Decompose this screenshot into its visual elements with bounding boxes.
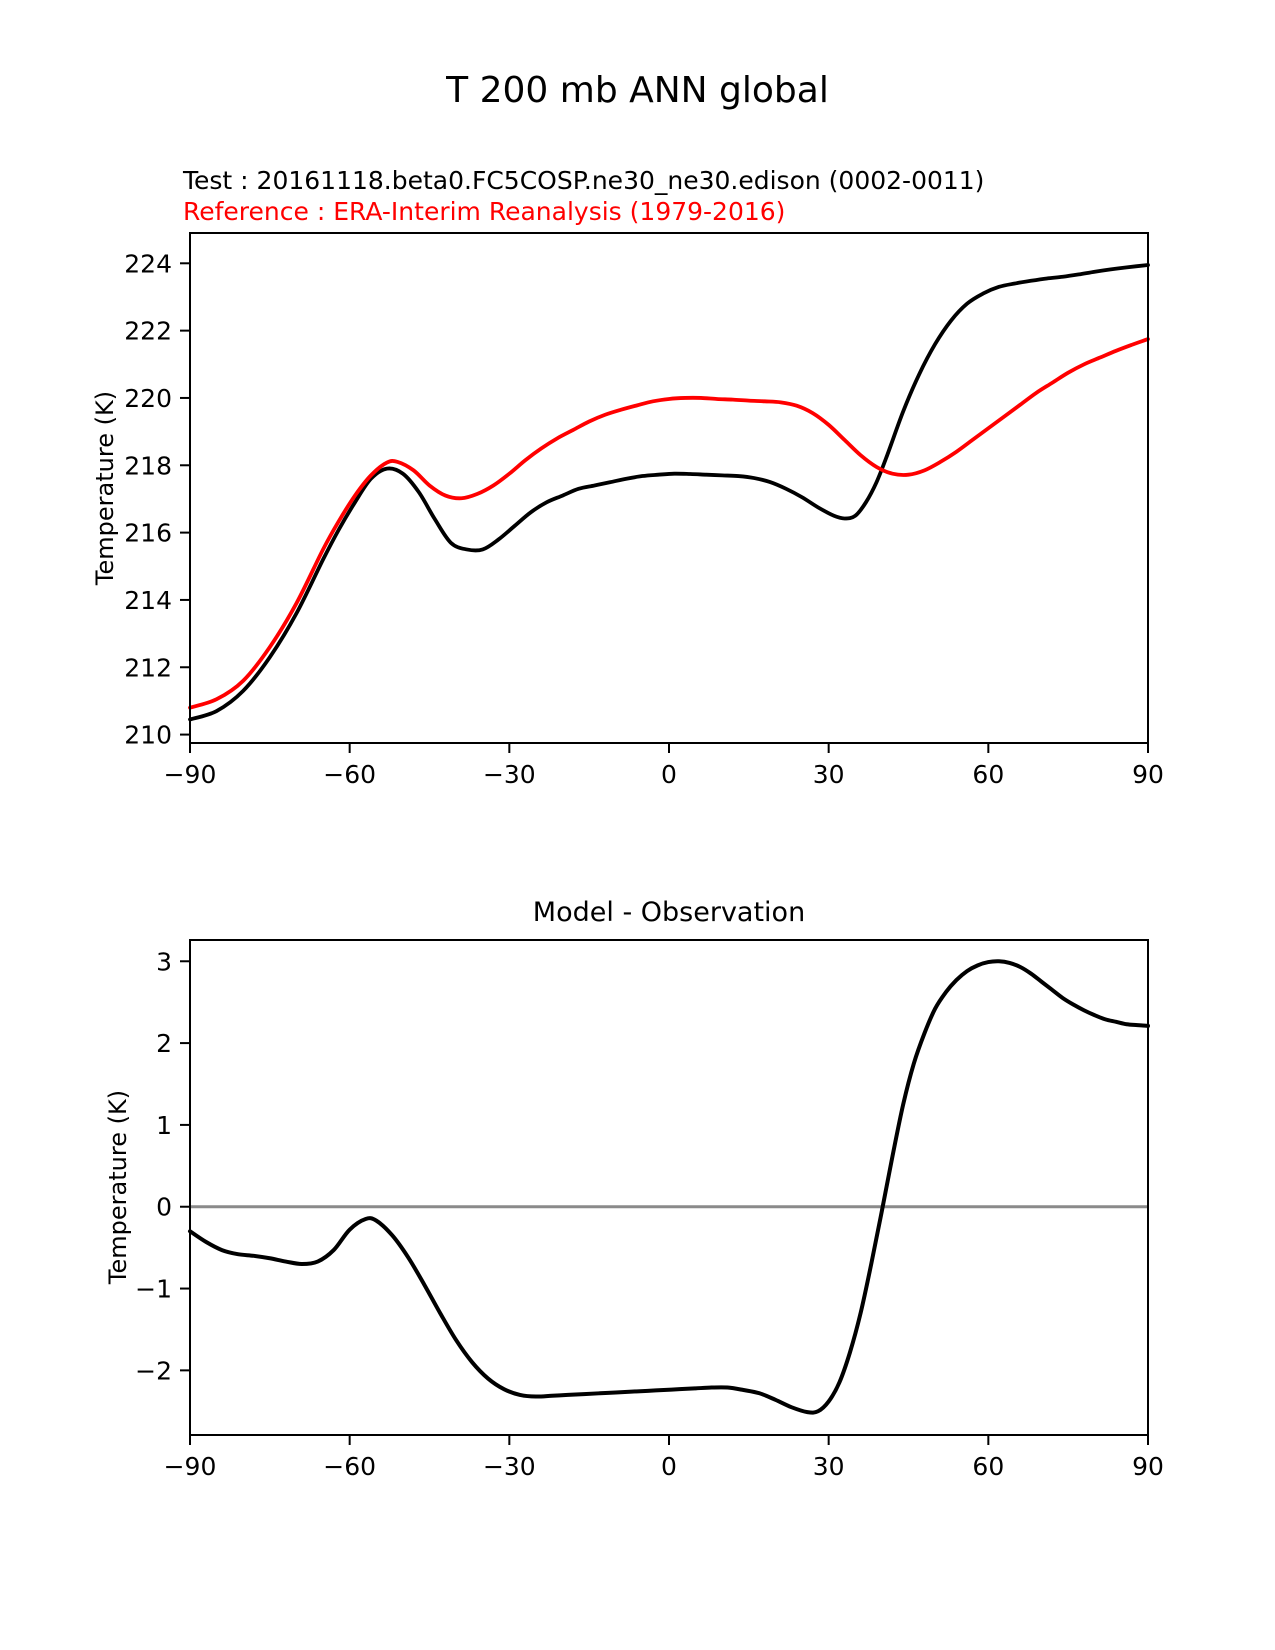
series-line-reference [190,339,1148,708]
x-tick-label: −30 [482,760,536,789]
x-tick-label: 30 [812,760,845,789]
x-tick-label: 90 [1132,1452,1164,1481]
y-tick-label: 222 [124,316,172,346]
top-plot-ylabel: Temperature (K) [91,390,119,586]
x-tick-label: −90 [163,760,217,789]
legend-reference-label: Reference : ERA-Interim Reanalysis (1979-2016) [183,197,786,226]
x-tick-label: −60 [323,760,377,789]
y-tick-label: 210 [124,720,172,750]
x-tick-label: 60 [972,1452,1005,1481]
y-tick-label: 216 [124,518,172,548]
plot-border [190,233,1148,743]
y-tick-label: 218 [124,451,172,481]
y-tick-label: −2 [135,1356,172,1386]
x-tick-label: −30 [482,1452,536,1481]
x-tick-label: 30 [812,1452,845,1481]
y-tick-label: 0 [156,1192,172,1222]
x-tick-label: −60 [323,1452,377,1481]
x-tick-label: 90 [1132,760,1164,789]
bottom-plot-title: Model - Observation [532,897,806,928]
figure-title: T 200 mb ANN global [446,70,829,111]
y-tick-label: 3 [156,947,172,977]
series-line-test [190,265,1148,719]
plot-border [190,940,1148,1435]
y-tick-label: 212 [124,653,172,683]
series-line-model-observation [190,961,1148,1412]
legend-test-label: Test : 20161118.beta0.FC5COSP.ne30_ne30.edison (0002-0011) [183,166,985,195]
bottom-plot-ylabel: Temperature (K) [104,1089,132,1285]
x-tick-label: 0 [661,1452,677,1481]
y-tick-label: −1 [135,1274,172,1304]
y-tick-label: 214 [124,585,172,615]
x-tick-label: 0 [661,760,677,789]
x-tick-label: −90 [163,1452,217,1481]
y-tick-label: 224 [124,249,172,279]
x-tick-label: 60 [972,760,1005,789]
y-tick-label: 2 [156,1029,172,1059]
y-tick-label: 1 [156,1110,172,1140]
y-tick-label: 220 [124,383,172,413]
